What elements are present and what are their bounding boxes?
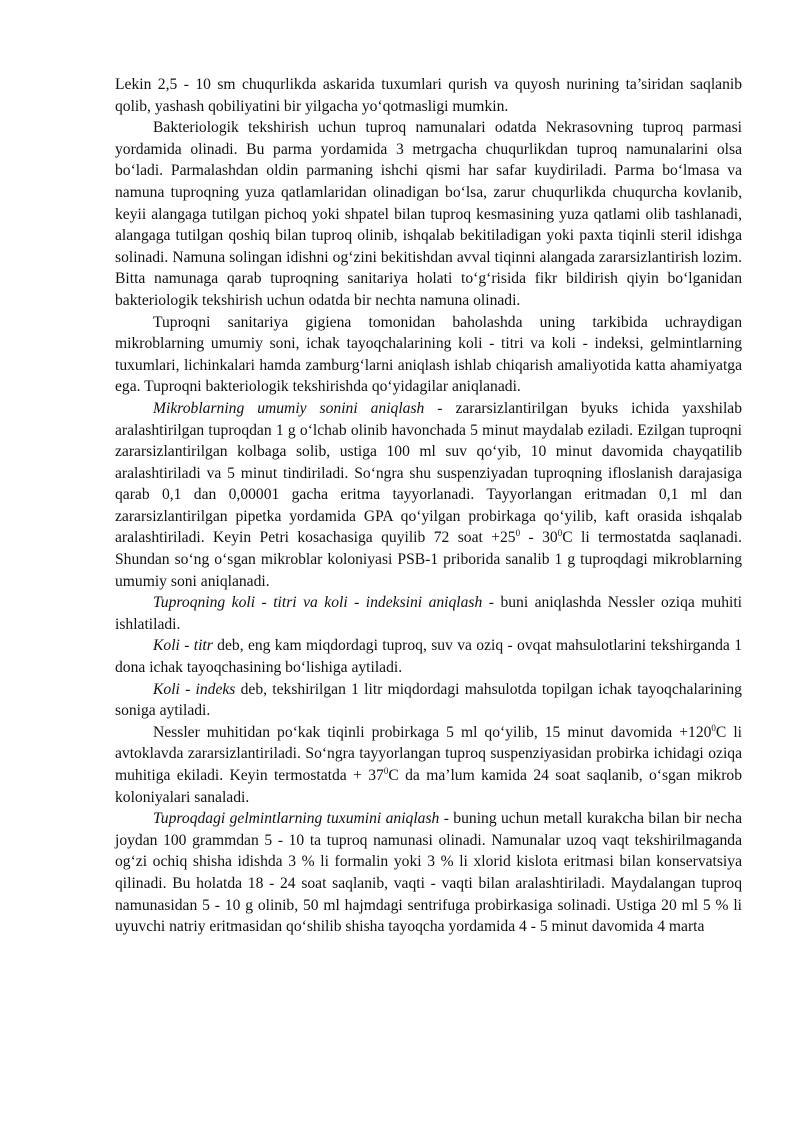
paragraph-8-text-1: Nessler muhitidan po‘kak tiqinli probirkaga 5 ml qo‘yilib, 15 minut davomida +120	[153, 723, 712, 741]
paragraph-9-text: - buning uchun metall kurakcha bilan bir necha joydan 100 grammdan 5 - 10 ta tuproq namunasi olinadi. Namunalar uzoq vaqt tekshirilmaganda og‘zi ochiq shisha idishda 3 % li formalin yoki 3 % li xlorid kislota eritmasi bilan konservatsiya qilinadi. Bu holatda 18 - 24 soat saqlanib, vaqti - vaqti bilan aralashtiriladi. Maydalangan tuproq namunasidan 5 - 10 g olinib, 50 ml hajmdagi sentrifuga probirkasiga solinadi. Ustiga 20 ml 5 % li uyuvchi natriy eritmasidan qo‘shilib shisha tayoqcha yordamida 4 - 5 minut davomida 4 marta	[115, 810, 742, 936]
paragraph-6-term: Koli - titr	[153, 637, 213, 655]
paragraph-1: Lekin 2,5 - 10 sm chuqurlikda askarida tuxumlari qurish va quyosh nurining ta’siridan saqlanib qolib, yashash qobiliyatini bir yilgacha yo‘qotmasligi mumkin.	[115, 76, 742, 115]
paragraph-4-text-2: - 30	[520, 529, 558, 547]
degree-superscript: 0	[515, 528, 521, 539]
paragraph-7-text: deb, tekshirilgan 1 litr miqdordagi mahsulotda topilgan ichak tayoqchalarining soniga aytiladi.	[115, 680, 742, 720]
paragraph-4-text-3: C li termostatda saqlanadi. Shundan so‘ng o‘sgan mikroblar koloniyasi PSB-1 priborida sanalib 1 g tuproqdagi mikroblarning umumiy soni aniqlanadi.	[115, 529, 742, 590]
paragraph-7	[115, 679, 742, 722]
degree-superscript: 0	[383, 765, 389, 776]
paragraph-8	[115, 722, 742, 808]
paragraph-9-heading: Tuproqdagi gelmintlarning tuxumini aniqlash	[153, 810, 440, 828]
degree-superscript: 0	[711, 722, 716, 733]
paragraph-9	[115, 808, 742, 938]
paragraph-5	[115, 592, 742, 635]
paragraph-6-text: deb, eng kam miqdordagi tuproq, suv va oziq - ovqat mahsulotlarini tekshirganda 1 dona ichak tayoqchasining bo‘lishiga aytiladi.	[115, 637, 743, 677]
paragraph-4	[115, 398, 742, 592]
paragraph-5-heading: Tuproqning koli - titri va koli - indeksini aniqlash	[153, 594, 483, 612]
paragraph-4-text-1: - zararsizlantirilgan byuks ichida yaxshilab aralashtirilgan tuproqdan 1 g o‘lchab olinib havonchada 5 minut maydalab eziladi. Ezilgan tuproqni zararsizlantirilgan kolbaga solib, ustiga 100 ml suv qo‘yib, 10 minut davomida chayqatilib aralashtiriladi va 5 minut tindiriladi. So‘ngra shu suspenziyadan tuproqning ifloslanish darajasiga qarab 0,1 dan 0,00001 gacha eritma tayyorlanadi. Tayyorlangan eritmadan 0,1 ml dan zararsizlantirilgan pipetka yordamida GPA qo‘yilgan probirkaga qo‘yilib, kaft orasida ishqalab aralashtiriladi. Keyin Petri kosachasiga quyilib 72 soat +25	[115, 399, 743, 547]
paragraph-2: Bakteriologik tekshirish uchun tuproq namunalari odatda Nekrasovning tuproq parmasi yordamida olinadi. Bu parma yordamida 3 metrgacha chuqurlikdan tuproq namunalarini olsa bo‘ladi. Parmalashdan oldin parmaning ishchi qismi har safar kuydiriladi. Parma bo‘lmasa va namuna tuproqning yuza qatlamlaridan olinadigan bo‘lsa, zarur chuqurlikda chuqurcha kovlanib, keyii alangaga tutilgan pichoq yoki shpatel bilan tuproq kesmasining yuza qatlami olib tashlanadi, alangaga tutilgan qoshiq bilan tuproq olinib, ishqalab bekitiladigan yoki paxta tiqinli steril idishga solinadi. Namuna solingan idishni og‘zini bekitishdan avval tiqinni alangada zararsizlantirish lozim. Bitta namunaga qarab tuproqning sanitariya holati to‘g‘risida fikr bildirish qiyin bo‘lganidan bakteriologik tekshirish uchun odatda bir nechta namuna olinadi.	[115, 119, 742, 309]
paragraph-4-heading: Mikroblarning umumiy sonini aniqlash	[153, 399, 425, 417]
paragraph-6	[115, 635, 742, 678]
paragraph-7-term: Koli - indeks	[153, 680, 236, 698]
paragraph-5-text: - buni aniqlashda Nessler oziqa muhiti ishlatiladi.	[115, 594, 742, 633]
paragraph-3: Tuproqni sanitariya gigiena tomonidan baholashda uning tarkibida uchraydigan mikroblarning umumiy soni, ichak tayoqchalarining koli - titri va koli - indeksi, gelmintlarning tuxumlari, lichinkalari hamda zamburg‘larni aniqlash ishlab chiqarish amaliyotida katta ahamiyatga ega. Tuproqni bakteriologik tekshirishda qo‘yidagilar aniqlanadi.	[115, 313, 742, 396]
paragraph-8-text-2: C li avtoklavda zararsizlantiriladi. So‘ngra tayyorlangan tuproq suspenziyasidan probirka ichidagi oziqa muhitiga ekiladi. Keyin termostatda + 37	[115, 723, 742, 784]
paragraph-8-text-3: C da ma’lum kamida 24 soat saqlanib, o‘sgan mikrob koloniyalari sanaladi.	[115, 767, 742, 806]
degree-superscript: 0	[557, 528, 563, 539]
document-page	[115, 74, 742, 938]
